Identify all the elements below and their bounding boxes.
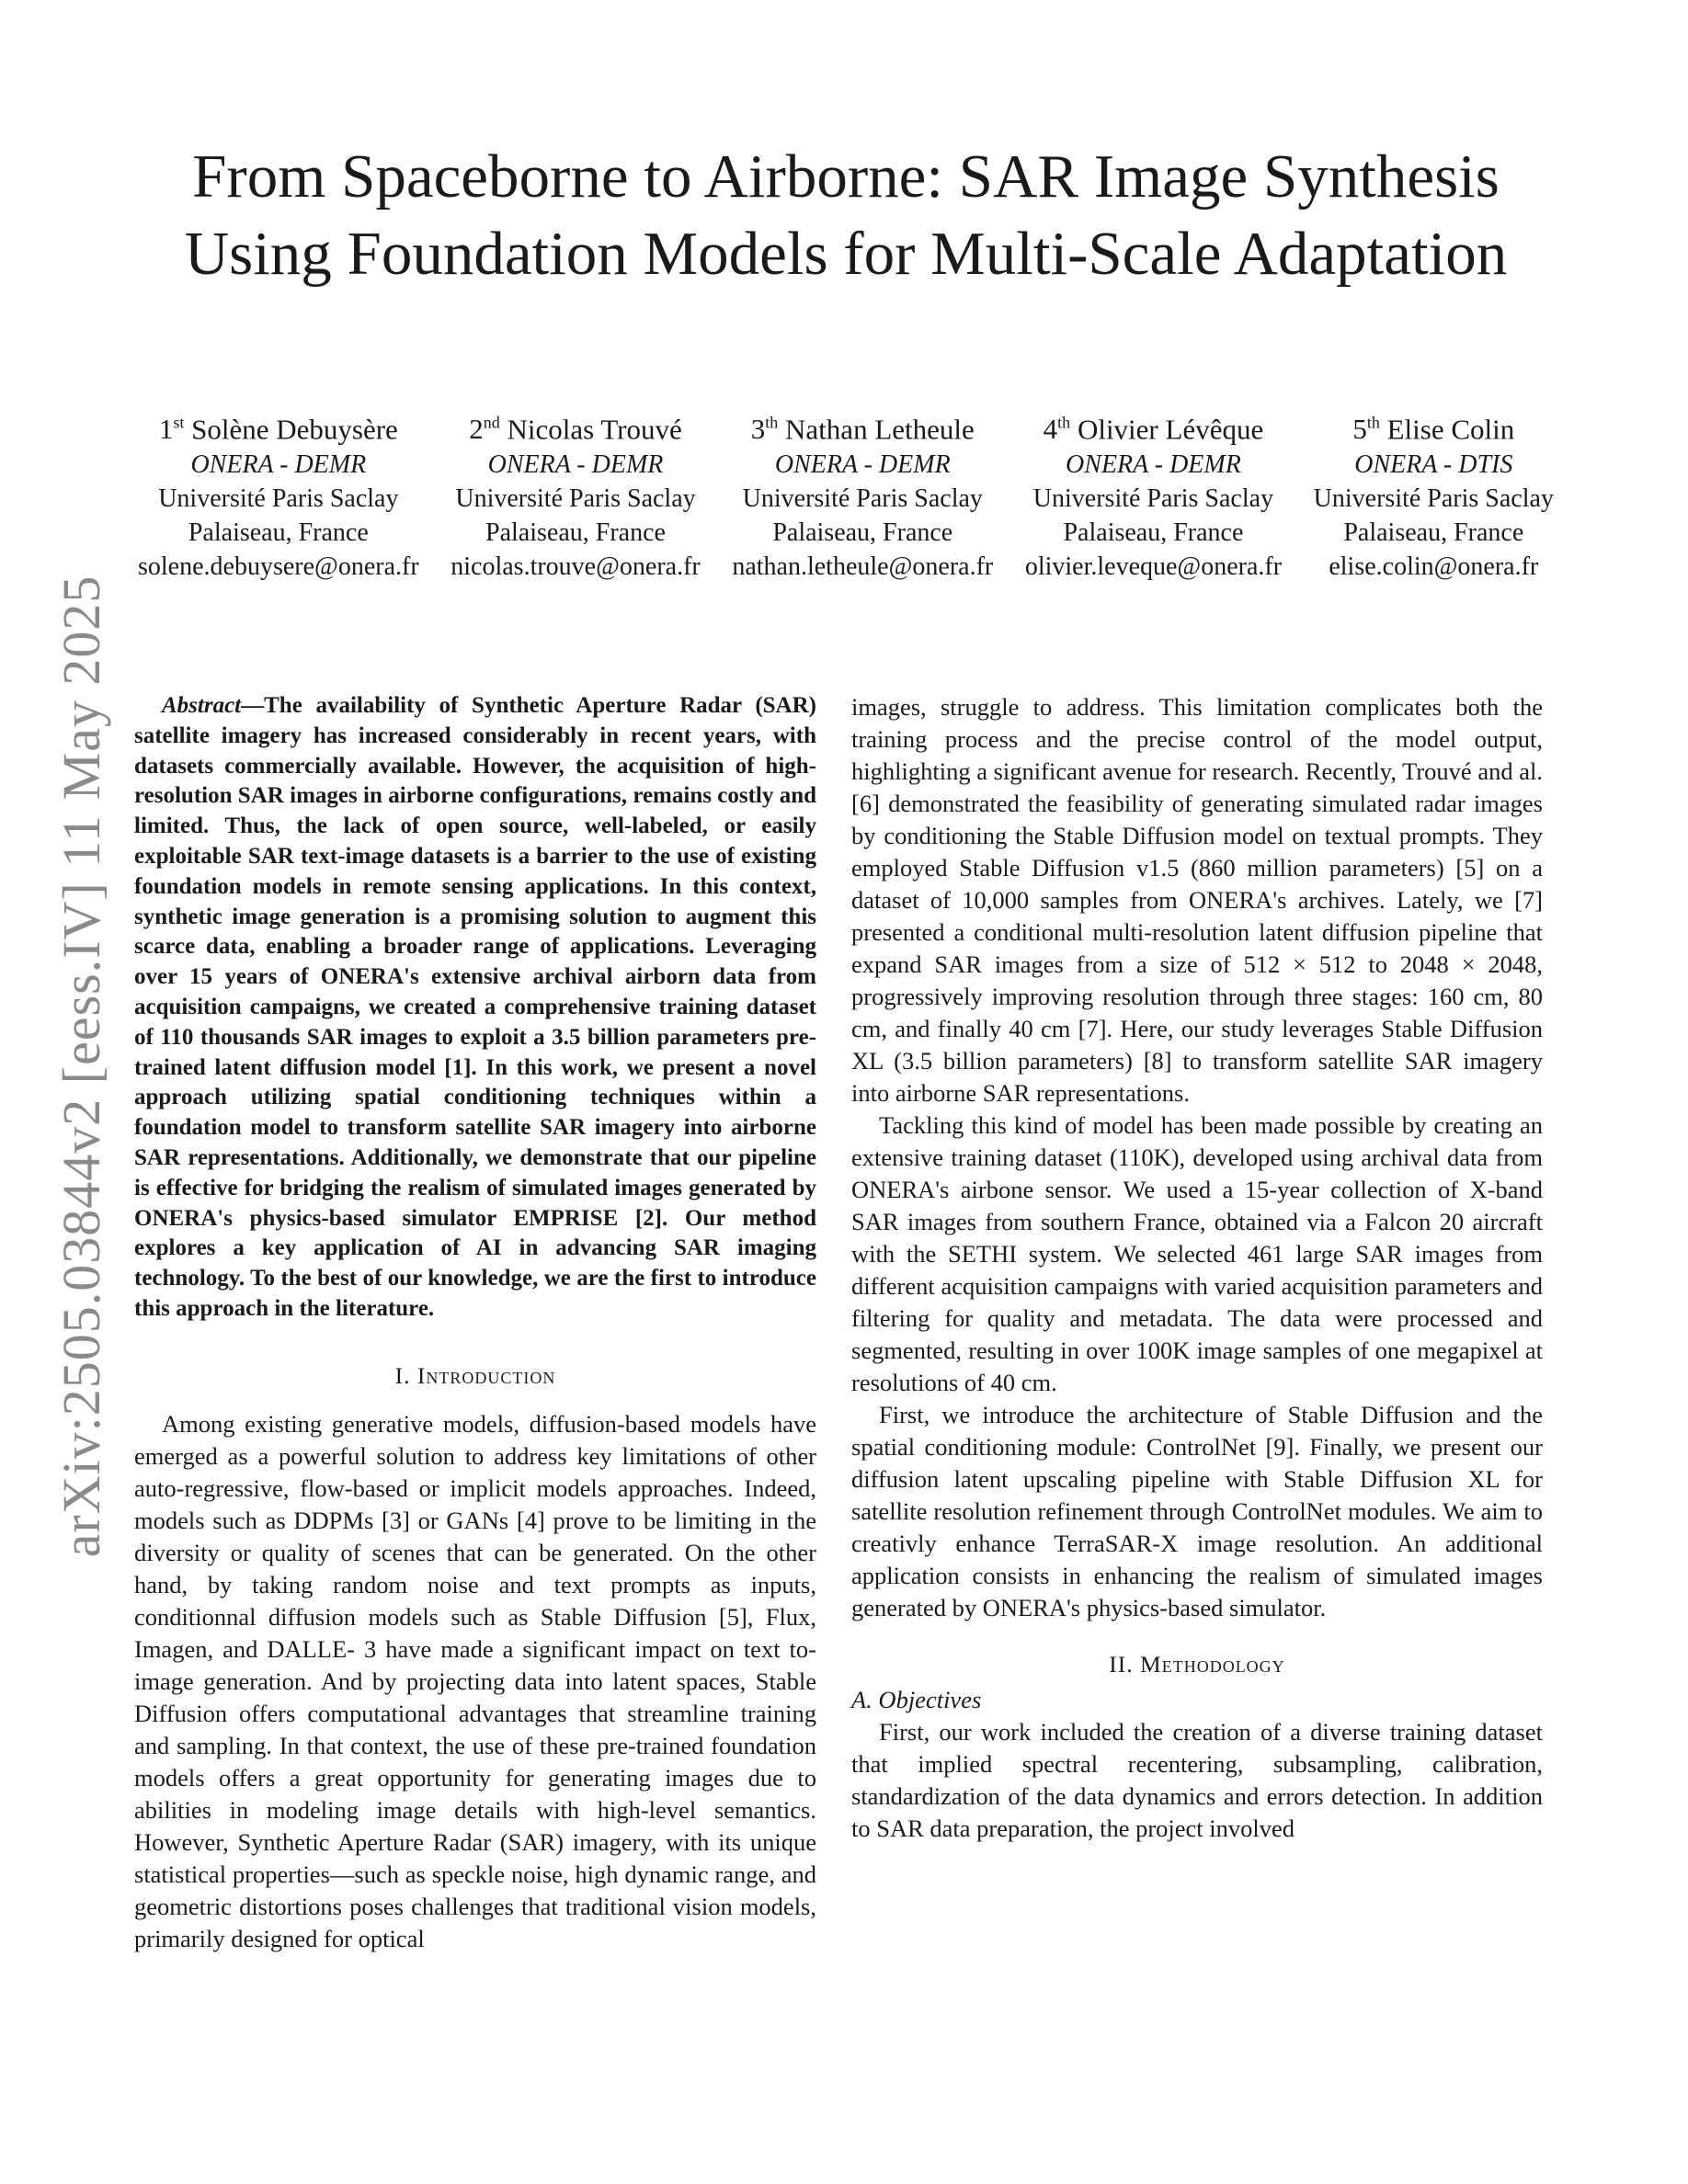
author-email[interactable]: nicolas.trouve@onera.fr xyxy=(451,552,701,582)
body-paragraph: images, struggle to address. This limitation complicates both the training process and the precise control of the model output, highlighting a significant avenue for research. Recently, Trouvé and al. [6] demonstrated the feasibility of generating simulated radar images by conditioning the Stable Diffusion model on textual prompts. They employed Stable Diffusion v1.5 (860 million parameters) [5] on a dataset of 10,000 samples from ONERA's archives. Lately, we [7] presented a conditional multi-resolution latent diffusion pipeline that expand SAR images from a size of 512 × 512 to 2048 × 2048, progressively improving resolution through three stages: 160 cm, 80 cm, and finally 40 cm [7]. Here, our study leverages Stable Diffusion XL (3.5 billion parameters) [8] to transform satellite SAR imagery into airborne SAR representations. xyxy=(851,693,1543,1107)
paper-title: From Spaceborne to Airborne: SAR Image Synthesis Using Foundation Models for Multi-Scale Adaptation xyxy=(184,142,1508,288)
body-paragraph: First, we introduce the architecture of Stable Diffusion and the spatial conditioning module: ControlNet [9]. Finally, we present our diffusion latent upscaling pipeline with Stable Diffusion XL for satellite resolution refinement through ControlNet modules. We aim to creativly enhance TerraSAR-X image resolution. An additional application consists in enhancing the realism of simulated images generated by ONERA's physics-based simulator. xyxy=(851,1401,1543,1621)
author-email[interactable]: olivier.leveque@onera.fr xyxy=(1024,552,1283,582)
author-organization: ONERA - DEMR xyxy=(190,450,367,480)
author-university: Université Paris Saclay xyxy=(1313,484,1554,514)
author-order: 4th xyxy=(1043,413,1071,446)
author-organization: ONERA - DEMR xyxy=(774,450,951,480)
author-city: Palaiseau, France xyxy=(188,518,369,548)
author-email[interactable]: solene.debuysere@onera.fr xyxy=(138,552,419,582)
body-paragraph: First, our work included the creation of a diverse training dataset that implied spectral recentering, subsampling, calibration, standardization of the data dynamics and errors detection. In addition to SAR data preparation, the project involved xyxy=(851,1718,1543,1842)
abstract xyxy=(134,691,816,1325)
author-block xyxy=(138,404,1554,584)
author-city: Palaiseau, France xyxy=(1063,518,1244,548)
author-city: Palaiseau, France xyxy=(485,518,666,548)
author-city: Palaiseau, France xyxy=(772,518,953,548)
author-email[interactable]: elise.colin@onera.fr xyxy=(1329,552,1539,582)
section-heading-methodology: II. Methodology xyxy=(1109,1651,1285,1678)
author-university: Université Paris Saclay xyxy=(1032,484,1274,514)
subsection-heading-objectives: A. Objectives xyxy=(851,1686,982,1713)
author-name: 2nd Nicolas Trouvé xyxy=(469,413,682,446)
author-order: 1st xyxy=(158,413,185,446)
author-name: 5th Elise Colin xyxy=(1352,413,1515,446)
author-5 xyxy=(1314,404,1554,584)
right-column xyxy=(851,691,1543,1845)
author-email[interactable]: nathan.letheule@onera.fr xyxy=(732,552,994,582)
author-1 xyxy=(138,404,419,584)
author-organization: ONERA - DTIS xyxy=(1354,450,1513,480)
author-order: 5th xyxy=(1352,413,1380,446)
author-organization: ONERA - DEMR xyxy=(487,450,664,480)
author-order: 3th xyxy=(750,413,779,446)
introduction-paragraph: Among existing generative models, diffusion-based models have emerged as a powerful solution to address key limitations of other auto-regressive, flow-based or implicit models approaches. Indeed, models such as DDPMs [3] or GANs [4] prove to be limiting in the diversity or quality of scenes that can be generated. On the other hand, by taking random noise and text prompts as inputs, conditionnal diffusion models such as Stable Diffusion [5], Flux, Imagen, and DALLE- 3 have made a significant impact on text to-image generation. And by projecting data into latent spaces, Stable Diffusion offers computational advantages that streamline training and sampling. In that context, the use of these pre-trained foundation models offers a great opportunity for generating images due to abilities in modeling image details with high-level semantics. However, Synthetic Aperture Radar (SAR) imagery, with its unique statistical properties—such as speckle noise, high dynamic range, and geometric distortions poses challenges that traditional vision models, primarily designed for optical xyxy=(134,1409,816,1952)
author-city: Palaiseau, France xyxy=(1343,518,1524,548)
author-4 xyxy=(1025,404,1282,584)
author-university: Université Paris Saclay xyxy=(455,484,696,514)
arxiv-identifier-stamp: arXiv:2505.03844v2 [eess.IV] 11 May 2025 xyxy=(51,574,111,1558)
author-order: 2nd xyxy=(469,413,500,446)
author-organization: ONERA - DEMR xyxy=(1066,450,1241,480)
left-column xyxy=(134,691,816,1955)
body-paragraph: Tackling this kind of model has been made possible by creating an extensive training dataset (110K), developed using archival data from ONERA's airbone sensor. We used a 15-year collection of X-band SAR images from southern France, obtained via a Falcon 20 aircraft with the SETHI system. We selected 461 large SAR images from different acquisition campaigns with varied acquisition parameters and filtering for quality and metadata. The data were processed and segmented, resulting in over 100K image samples of one megapixel at resolutions of 40 cm. xyxy=(851,1111,1543,1396)
author-university: Université Paris Saclay xyxy=(158,484,399,514)
abstract-label: Abstract xyxy=(162,693,242,718)
author-3 xyxy=(732,404,993,584)
author-name: 1st Solène Debuysère xyxy=(158,413,398,446)
author-university: Université Paris Saclay xyxy=(742,484,983,514)
abstract-text: —The availability of Synthetic Aperture Radar (SAR) satellite imagery has increased considerably in recent years, with datasets commercially available. However, the acquisition of high-resolution SAR images in airborne configurations, remains costly and limited. Thus, the lack of open source, well-labeled, or easily exploitable SAR text-image datasets is a barrier to the use of existing foundation models in remote sensing applications. In this context, synthetic image generation is a promising solution to augment this scarce data, enabling a broader range of applications. Leveraging over 15 years of ONERA's extensive archival airborn data from acquisition campaigns, we created a comprehensive training dataset of 110 thousands SAR images to exploit a 3.5 billion parameters pre-trained latent diffusion model [1]. In this work, we present a novel approach utilizing spatial conditioning techniques within a foundation model to transform satellite SAR imagery into airborne SAR representations. Additionally, we demonstrate that our pipeline is effective for bridging the realism of simulated images generated by ONERA's physics-based simulator EMPRISE [2]. Our method explores a key application of AI in advancing SAR imaging technology. To the best of our knowledge, we are the first to introduce this approach in the literature. xyxy=(134,693,816,1321)
section-heading-introduction: I. Introduction xyxy=(394,1361,556,1389)
author-name: 4th Olivier Lévêque xyxy=(1043,413,1264,446)
author-name: 3th Nathan Letheule xyxy=(750,413,975,446)
author-2 xyxy=(451,404,700,584)
